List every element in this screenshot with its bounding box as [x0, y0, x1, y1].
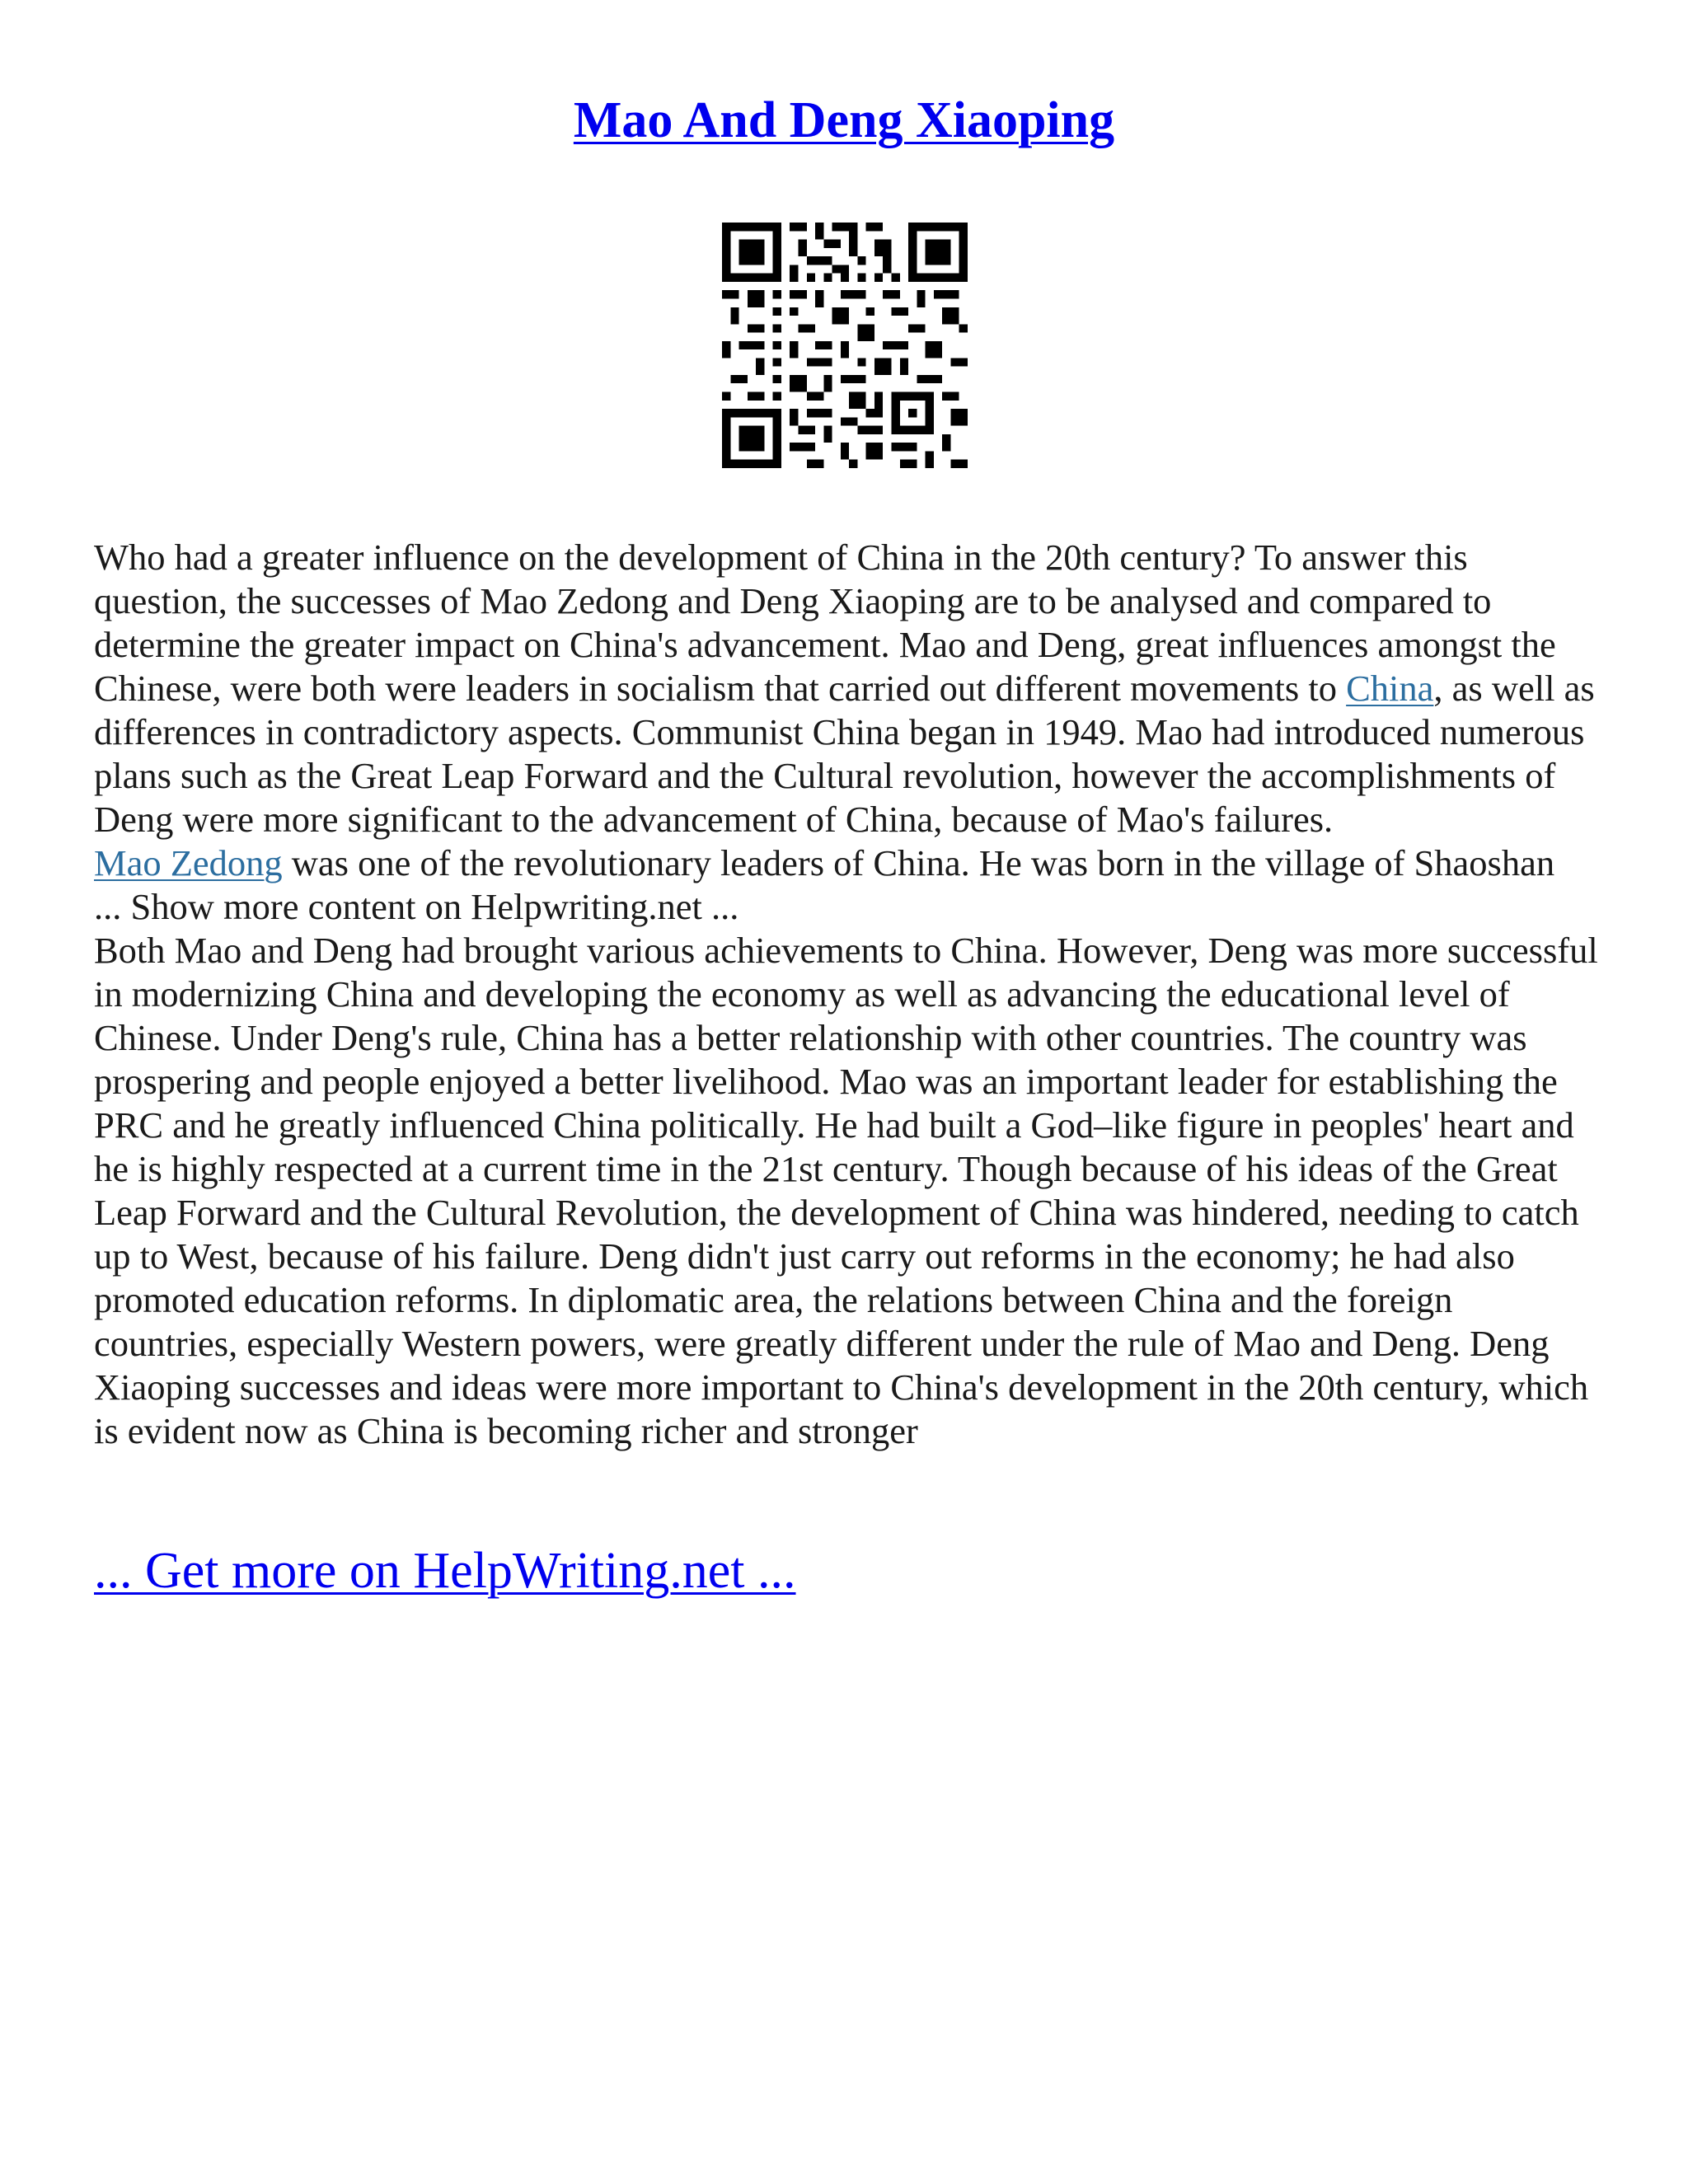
get-more-link[interactable]: ... Get more on HelpWriting.net ...: [94, 1543, 796, 1599]
paragraph-mao-text: was one of the revolutionary leaders of China. He was born in the village of Shaoshan: [282, 842, 1555, 883]
paragraph-intro-text-start: Who had a greater influence on the development of China in the 20th century? To answer this question, the successes of Mao Zedong and Deng Xiaoping are to be analysed and compared to determine the greater impact on China's advancement. Mao and Deng, great influences amongst the Chinese, were both were leaders in socialism that carried out different movements to: [94, 537, 1556, 709]
article-body: [94, 536, 1602, 1453]
show-more-text: ... Show more content on Helpwriting.net ...: [94, 886, 739, 927]
page-title: [0, 89, 1688, 152]
paragraph-comparison: Both Mao and Deng had brought various achievements to China. However, Deng was more successful in modernizing China and developing the economy as well as advancing the educational level of Chinese. Under Deng's rule, China has a better relationship with other countries. The country was prospering and people enjoyed a better livelihood. Mao was an important leader for establishing the PRC and he greatly influenced China politically. He had built a God–like figure in peoples' heart and he is highly respected at a current time in the 21st century. Though because of his ideas of the Great Leap Forward and the Cultural Revolution, the development of China was hindered, needing to catch up to West, because of his failure. Deng didn't just carry out reforms in the economy; he had also promoted education reforms. In diplomatic area, the relations between China and the foreign countries, especially Western powers, were greatly different under the rule of Mao and Deng. Deng Xiaoping successes and ideas were more important to China's development in the 20th century, which is evident now as China is becoming richer and stronger: [94, 930, 1598, 1451]
paragraph-intro: [94, 536, 1602, 841]
china-link[interactable]: China: [1346, 668, 1434, 709]
paragraph-mao: [94, 841, 1602, 885]
title-link[interactable]: Mao And Deng Xiaoping: [573, 92, 1115, 148]
mao-zedong-link[interactable]: Mao Zedong: [94, 842, 283, 883]
qr-code-icon: [722, 223, 968, 468]
get-more-container: [94, 1540, 796, 1602]
paragraph-intro-text-end: , as well as differences in contradictory aspects. Communist China began in 1949. Mao had introduced numerous plans such as the Great Leap Forward and the Cultural revolution, however the accomplishments of Deng were more significant to the advancement of China, because of Mao's failures.: [94, 668, 1595, 840]
